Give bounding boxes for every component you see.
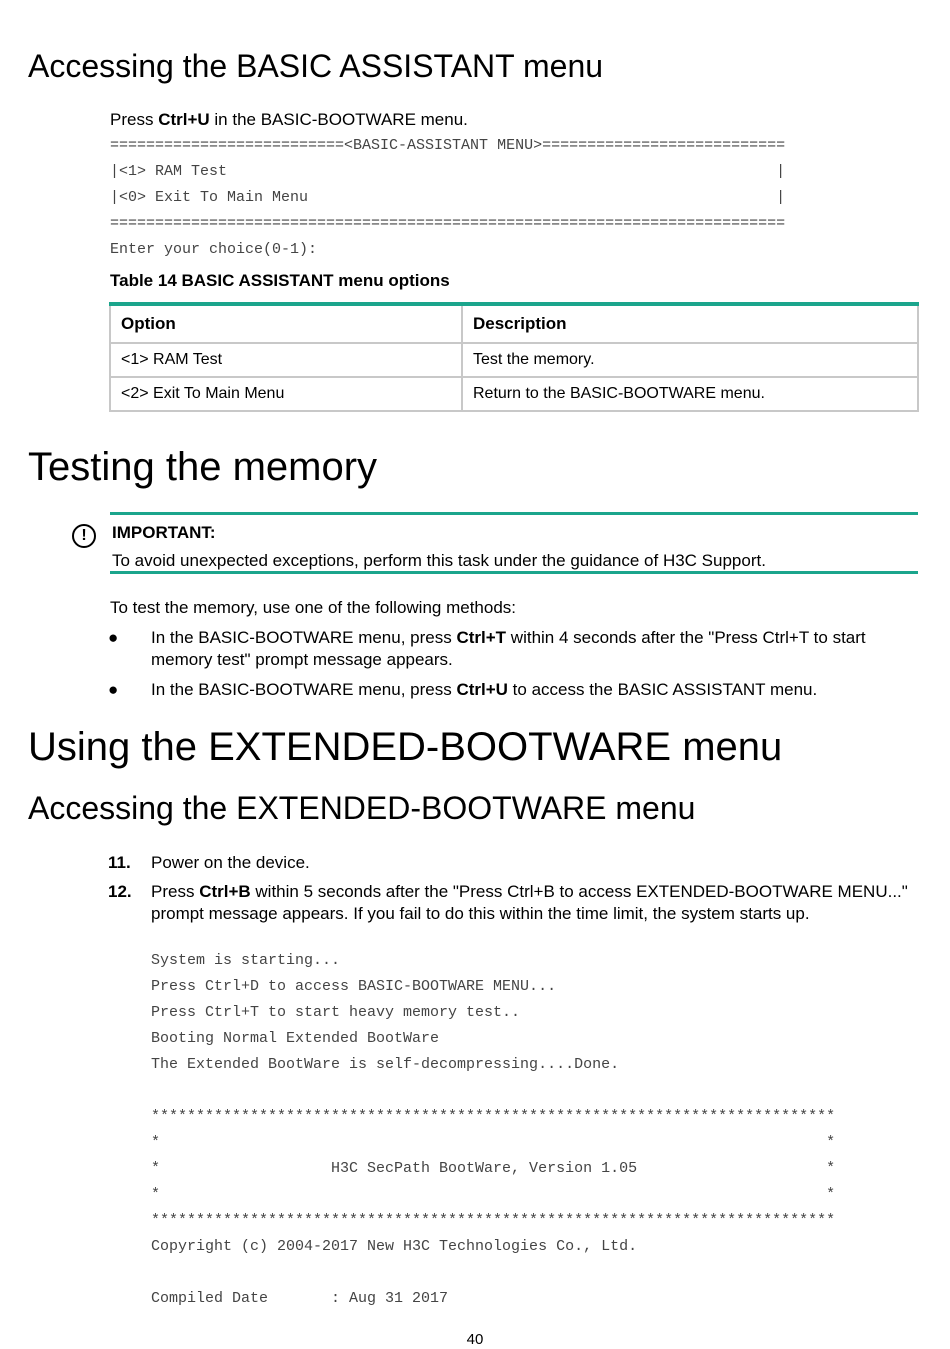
bullet-item (151, 627, 926, 671)
table-header-row (110, 304, 918, 343)
exclamation-icon: ! (72, 524, 96, 548)
notice-top-rule (110, 512, 918, 515)
bullet-key: Ctrl+T (456, 628, 507, 647)
page-number: 40 (466, 1331, 484, 1348)
menu-line: |<1> RAM Test | (110, 163, 786, 180)
table-caption: Table 14 BASIC ASSISTANT menu options (110, 271, 450, 290)
intro-suffix: in the BASIC-BOOTWARE menu. (209, 110, 468, 129)
boot-line: Copyright (c) 2004-2017 New H3C Technologies Co., Ltd. (151, 1238, 638, 1255)
boot-line: * * (151, 1186, 836, 1203)
step-key: Ctrl+B (199, 882, 251, 901)
bullet-suffix: within 4 seconds after the "Press Ctrl+T to start memory test" prompt message appears. (151, 628, 866, 669)
table-cell-description: Test the memory. (462, 343, 918, 377)
step-suffix: within 5 seconds after the "Press Ctrl+B to access EXTENDED-BOOTWARE MENU..." prompt message appears. If you fail to do this within the time limit, the system starts up. (151, 882, 908, 923)
table-cell-description: Return to the BASIC-BOOTWARE menu. (462, 377, 918, 411)
bullet-key: Ctrl+U (456, 680, 508, 699)
boot-line: Compiled Date : Aug 31 2017 (151, 1290, 449, 1307)
bullet-prefix: In the BASIC-BOOTWARE menu, press (151, 680, 457, 699)
bullet-suffix: to access the BASIC ASSISTANT menu. (507, 680, 818, 699)
methods-intro: To test the memory, use one of the following methods: (110, 598, 517, 617)
intro-prefix: Press (110, 110, 159, 129)
boot-line: * H3C SecPath BootWare, Version 1.05 * (151, 1160, 836, 1177)
menu-line: =========================================================================== (110, 215, 786, 232)
table-header-option: Option (110, 304, 462, 343)
bullet-prefix: In the BASIC-BOOTWARE menu, press (151, 628, 457, 647)
bullet-item (151, 679, 926, 701)
step-number: 11. (108, 853, 131, 872)
bullet-icon: ● (108, 628, 119, 647)
table-header-description: Description (462, 304, 918, 343)
boot-line: Press Ctrl+T to start heavy memory test.. (151, 1004, 521, 1021)
section-heading-extended-bootware: Using the EXTENDED-BOOTWARE menu (28, 725, 783, 769)
menu-line: ==========================<BASIC-ASSISTANT MENU>=========================== (110, 137, 786, 154)
important-title: IMPORTANT: (112, 523, 216, 542)
important-notice (70, 512, 918, 574)
boot-line: Press Ctrl+D to access BASIC-BOOTWARE MENU... (151, 978, 557, 995)
table-cell-option: <2> Exit To Main Menu (110, 377, 462, 411)
table-row (110, 343, 918, 377)
intro-paragraph (110, 110, 468, 130)
boot-line: **************************************************************************** (151, 1108, 836, 1125)
table-cell-option: <1> RAM Test (110, 343, 462, 377)
intro-key: Ctrl+U (158, 110, 210, 129)
notice-bottom-rule (110, 571, 918, 574)
table-row (110, 377, 918, 411)
important-text: To avoid unexpected exceptions, perform this task under the guidance of H3C Support. (112, 551, 766, 570)
bullet-icon: ● (108, 680, 119, 699)
step-text: Power on the device. (151, 853, 310, 872)
step-number: 12. (108, 882, 132, 901)
section-heading-testing-memory: Testing the memory (28, 445, 378, 489)
boot-line: * * (151, 1134, 836, 1151)
menu-line: Enter your choice(0-1): (110, 241, 318, 258)
menu-line: |<0> Exit To Main Menu | (110, 189, 786, 206)
step-text (151, 881, 926, 925)
boot-line: Booting Normal Extended BootWare (151, 1030, 440, 1047)
boot-line: The Extended BootWare is self-decompressing....Done. (151, 1056, 620, 1073)
section-heading-extended-access: Accessing the EXTENDED-BOOTWARE menu (28, 790, 696, 826)
boot-line: **************************************************************************** (151, 1212, 836, 1229)
boot-line: System is starting... (151, 952, 341, 969)
step-prefix: Press (151, 882, 200, 901)
menu-options-table (109, 302, 919, 412)
section-heading-basic-assistant: Accessing the BASIC ASSISTANT menu (28, 48, 604, 84)
